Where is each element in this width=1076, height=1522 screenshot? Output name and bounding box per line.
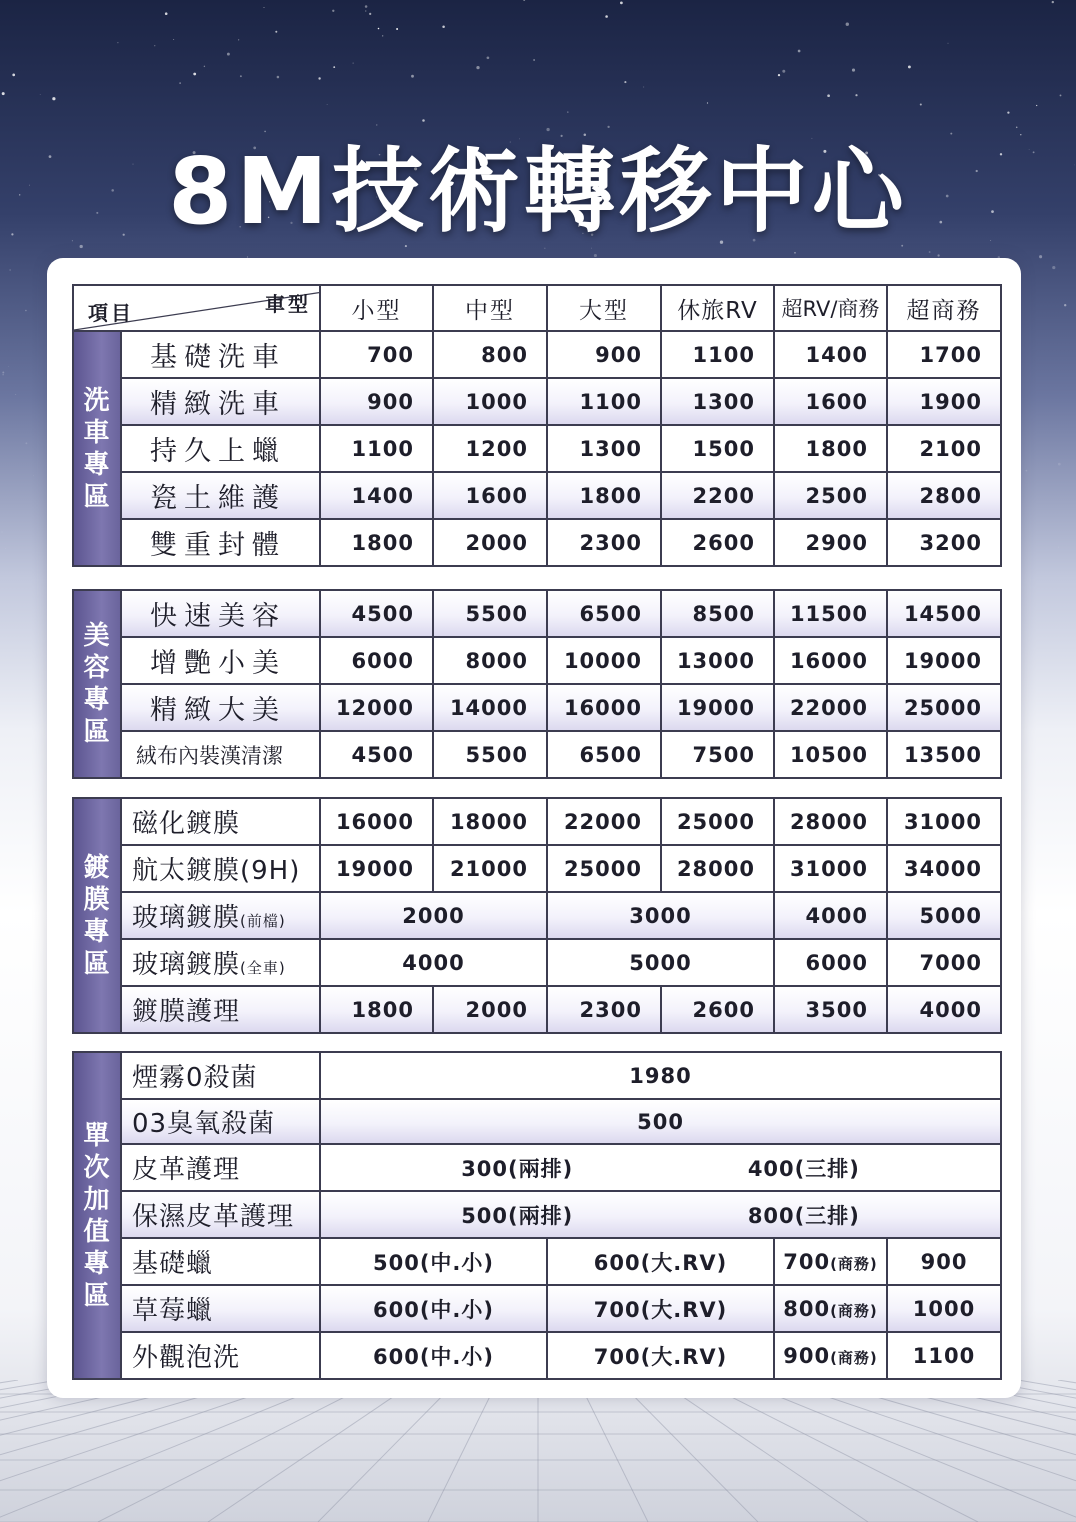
price-cell: 5500 xyxy=(433,731,547,778)
price-cell: 31000 xyxy=(887,798,1001,845)
row-label: 航太鍍膜(9H) xyxy=(121,845,320,892)
table-row xyxy=(73,590,1001,637)
addon-section-label xyxy=(73,1052,121,1379)
price-cell: 1500 xyxy=(661,425,774,472)
row-label: 皮革護理 xyxy=(121,1144,320,1191)
row-label: 基礎洗車 xyxy=(121,331,320,378)
table-row xyxy=(73,731,1001,778)
price-cell: 11500 xyxy=(774,590,887,637)
price-cell: 600(中.小) xyxy=(320,1332,547,1379)
table-row xyxy=(73,1285,1001,1332)
header-row xyxy=(73,285,1001,331)
price-cell: 2900 xyxy=(774,519,887,566)
price-cell: 1300 xyxy=(661,378,774,425)
price-cell: 2000 xyxy=(433,986,547,1033)
price-cell: 34000 xyxy=(887,845,1001,892)
row-label: 外觀泡洗 xyxy=(121,1332,320,1379)
price-value: 800 xyxy=(783,1296,831,1321)
table-row xyxy=(73,378,1001,425)
price-cell: 1000 xyxy=(433,378,547,425)
price-three-rows: 400(三排) xyxy=(747,1156,860,1181)
row-label: 精緻大美 xyxy=(121,684,320,731)
coating-section-label xyxy=(73,798,121,1033)
price-cell: 1400 xyxy=(320,472,433,519)
side-label-text: 鍍 膜 專 區 xyxy=(83,852,111,979)
price-cell: 1600 xyxy=(433,472,547,519)
price-cell: 22000 xyxy=(774,684,887,731)
price-note: (商務) xyxy=(830,1254,878,1273)
price-cell: 16000 xyxy=(547,684,661,731)
price-cell: 4000 xyxy=(774,892,887,939)
price-cell: 21000 xyxy=(433,845,547,892)
price-cell: 10000 xyxy=(547,637,661,684)
price-note: (商務) xyxy=(830,1301,878,1320)
price-note: (商務) xyxy=(830,1348,878,1367)
price-cell: 2800 xyxy=(887,472,1001,519)
price-cell: 16000 xyxy=(320,798,433,845)
addon-price-table xyxy=(72,1051,1002,1380)
table-row xyxy=(73,1332,1001,1379)
price-cell: 16000 xyxy=(774,637,887,684)
price-cell: 5000 xyxy=(887,892,1001,939)
price-cell: 14000 xyxy=(433,684,547,731)
row-label: 03臭氧殺菌 xyxy=(121,1099,320,1144)
header-col-super-business: 超商務 xyxy=(887,285,1001,331)
price-cell: 1900 xyxy=(887,378,1001,425)
row-label-main: 玻璃鍍膜 xyxy=(132,950,241,980)
row-label-note: (全車) xyxy=(240,959,286,977)
table-row xyxy=(73,1144,1001,1191)
table-row xyxy=(73,684,1001,731)
beauty-section-label xyxy=(73,590,121,778)
table-row xyxy=(73,1099,1001,1144)
row-label-note: (前檔) xyxy=(240,912,286,930)
price-cell: 6000 xyxy=(774,939,887,986)
row-label: 快速美容 xyxy=(121,590,320,637)
price-cell: 1000 xyxy=(887,1285,1001,1332)
header-col-super-rv: 超RV/商務 xyxy=(774,285,887,331)
price-cell: 25000 xyxy=(887,684,1001,731)
price-cell: 4500 xyxy=(320,590,433,637)
price-cell: 2500 xyxy=(774,472,887,519)
price-cell: 1800 xyxy=(774,425,887,472)
price-cell: 700(大.RV) xyxy=(547,1332,774,1379)
price-cell: 5000 xyxy=(547,939,774,986)
wash-section-label xyxy=(73,331,121,566)
price-cell: 10500 xyxy=(774,731,887,778)
header-col-small: 小型 xyxy=(320,285,433,331)
price-cell: 13000 xyxy=(661,637,774,684)
row-label: 增艷小美 xyxy=(121,637,320,684)
page-title: 8M技術轉移中心 xyxy=(168,138,908,245)
price-cell: 1800 xyxy=(547,472,661,519)
price-cell: 28000 xyxy=(661,845,774,892)
price-cell: 900 xyxy=(320,378,433,425)
beauty-price-table xyxy=(72,589,1002,779)
price-cell: 25000 xyxy=(547,845,661,892)
price-cell: 12000 xyxy=(320,684,433,731)
price-cell xyxy=(320,1191,1001,1238)
price-cell: 2300 xyxy=(547,519,661,566)
price-cell: 19000 xyxy=(320,845,433,892)
price-cell: 1800 xyxy=(320,986,433,1033)
price-cell: 1100 xyxy=(661,331,774,378)
price-cell: 1200 xyxy=(433,425,547,472)
price-two-rows: 300(兩排) xyxy=(461,1156,574,1181)
header-col-rv: 休旅RV xyxy=(661,285,774,331)
price-cell: 19000 xyxy=(887,637,1001,684)
price-cell: 4000 xyxy=(320,939,547,986)
price-cell: 1400 xyxy=(774,331,887,378)
price-cell: 3000 xyxy=(547,892,774,939)
price-cell: 3200 xyxy=(887,519,1001,566)
table-row xyxy=(73,939,1001,986)
price-cell: 900 xyxy=(887,1238,1001,1285)
table-row xyxy=(73,331,1001,378)
price-value: 700 xyxy=(783,1249,831,1274)
table-row xyxy=(73,472,1001,519)
row-label: 雙重封體 xyxy=(121,519,320,566)
price-cell: 6000 xyxy=(320,637,433,684)
header-vehicle-type-label: 車型 xyxy=(265,292,311,316)
price-cell: 500 xyxy=(320,1099,1001,1144)
price-three-rows: 800(三排) xyxy=(747,1203,860,1228)
price-cell: 13500 xyxy=(887,731,1001,778)
price-cell: 8500 xyxy=(661,590,774,637)
price-cell: 6500 xyxy=(547,731,661,778)
price-two-rows: 500(兩排) xyxy=(461,1203,574,1228)
price-cell: 2600 xyxy=(661,519,774,566)
side-label-text: 美 容 專 區 xyxy=(83,621,111,747)
header-col-large: 大型 xyxy=(547,285,661,331)
price-cell: 900 xyxy=(547,331,661,378)
price-cell: 700(大.RV) xyxy=(547,1285,774,1332)
price-cell: 25000 xyxy=(661,798,774,845)
row-label xyxy=(121,939,320,986)
price-cell: 14500 xyxy=(887,590,1001,637)
side-label-text: 洗 車 專 區 xyxy=(83,385,111,512)
table-row xyxy=(73,425,1001,472)
row-label: 磁化鍍膜 xyxy=(121,798,320,845)
grid-floor-background xyxy=(0,1380,1076,1522)
table-row xyxy=(73,798,1001,845)
table-row xyxy=(73,986,1001,1033)
row-label-main: 玻璃鍍膜 xyxy=(132,903,241,933)
price-cell: 1100 xyxy=(320,425,433,472)
price-cell: 2600 xyxy=(661,986,774,1033)
price-cell: 2300 xyxy=(547,986,661,1033)
side-label-text: 單 次 加 值 專 區 xyxy=(83,1120,111,1311)
table-row xyxy=(73,519,1001,566)
row-label: 基礎蠟 xyxy=(121,1238,320,1285)
header-corner-cell xyxy=(73,285,320,331)
price-cell xyxy=(320,1144,1001,1191)
price-cell: 1600 xyxy=(774,378,887,425)
price-cell: 1300 xyxy=(547,425,661,472)
table-row xyxy=(73,892,1001,939)
price-cell: 2200 xyxy=(661,472,774,519)
table-row xyxy=(73,1238,1001,1285)
header-col-medium: 中型 xyxy=(433,285,547,331)
price-cell: 2000 xyxy=(433,519,547,566)
price-cell: 500(中.小) xyxy=(320,1238,547,1285)
wash-price-table xyxy=(72,284,1002,567)
table-row xyxy=(73,1191,1001,1238)
price-cell: 700 xyxy=(320,331,433,378)
price-cell: 1100 xyxy=(547,378,661,425)
price-cell: 6500 xyxy=(547,590,661,637)
row-label: 煙霧0殺菌 xyxy=(121,1052,320,1099)
price-cell: 7500 xyxy=(661,731,774,778)
coating-price-table xyxy=(72,797,1002,1034)
price-cell: 2100 xyxy=(887,425,1001,472)
price-cell xyxy=(774,1285,887,1332)
price-cell: 600(中.小) xyxy=(320,1285,547,1332)
price-cell: 31000 xyxy=(774,845,887,892)
price-cell: 5500 xyxy=(433,590,547,637)
row-label: 持久上蠟 xyxy=(121,425,320,472)
price-cell: 600(大.RV) xyxy=(547,1238,774,1285)
price-cell: 4000 xyxy=(887,986,1001,1033)
price-cell: 1100 xyxy=(887,1332,1001,1379)
row-label: 絨布內裝漢清潔 xyxy=(121,731,320,778)
price-cell: 22000 xyxy=(547,798,661,845)
header-item-label: 項目 xyxy=(88,301,134,325)
price-cell: 4500 xyxy=(320,731,433,778)
row-label xyxy=(121,892,320,939)
price-cell: 18000 xyxy=(433,798,547,845)
price-cell: 3500 xyxy=(774,986,887,1033)
row-label: 草莓蠟 xyxy=(121,1285,320,1332)
row-label: 鍍膜護理 xyxy=(121,986,320,1033)
table-row xyxy=(73,637,1001,684)
row-label: 保濕皮革護理 xyxy=(121,1191,320,1238)
table-row xyxy=(73,845,1001,892)
price-cell: 28000 xyxy=(774,798,887,845)
table-row xyxy=(73,1052,1001,1099)
price-cell: 19000 xyxy=(661,684,774,731)
price-cell xyxy=(774,1238,887,1285)
price-value: 900 xyxy=(783,1343,831,1368)
row-label: 瓷土維護 xyxy=(121,472,320,519)
price-cell: 7000 xyxy=(887,939,1001,986)
price-cell: 1980 xyxy=(320,1052,1001,1099)
price-cell: 8000 xyxy=(433,637,547,684)
price-cell xyxy=(774,1332,887,1379)
price-cell: 1800 xyxy=(320,519,433,566)
price-cell: 1700 xyxy=(887,331,1001,378)
price-cell: 800 xyxy=(433,331,547,378)
row-label: 精緻洗車 xyxy=(121,378,320,425)
price-cell: 2000 xyxy=(320,892,547,939)
